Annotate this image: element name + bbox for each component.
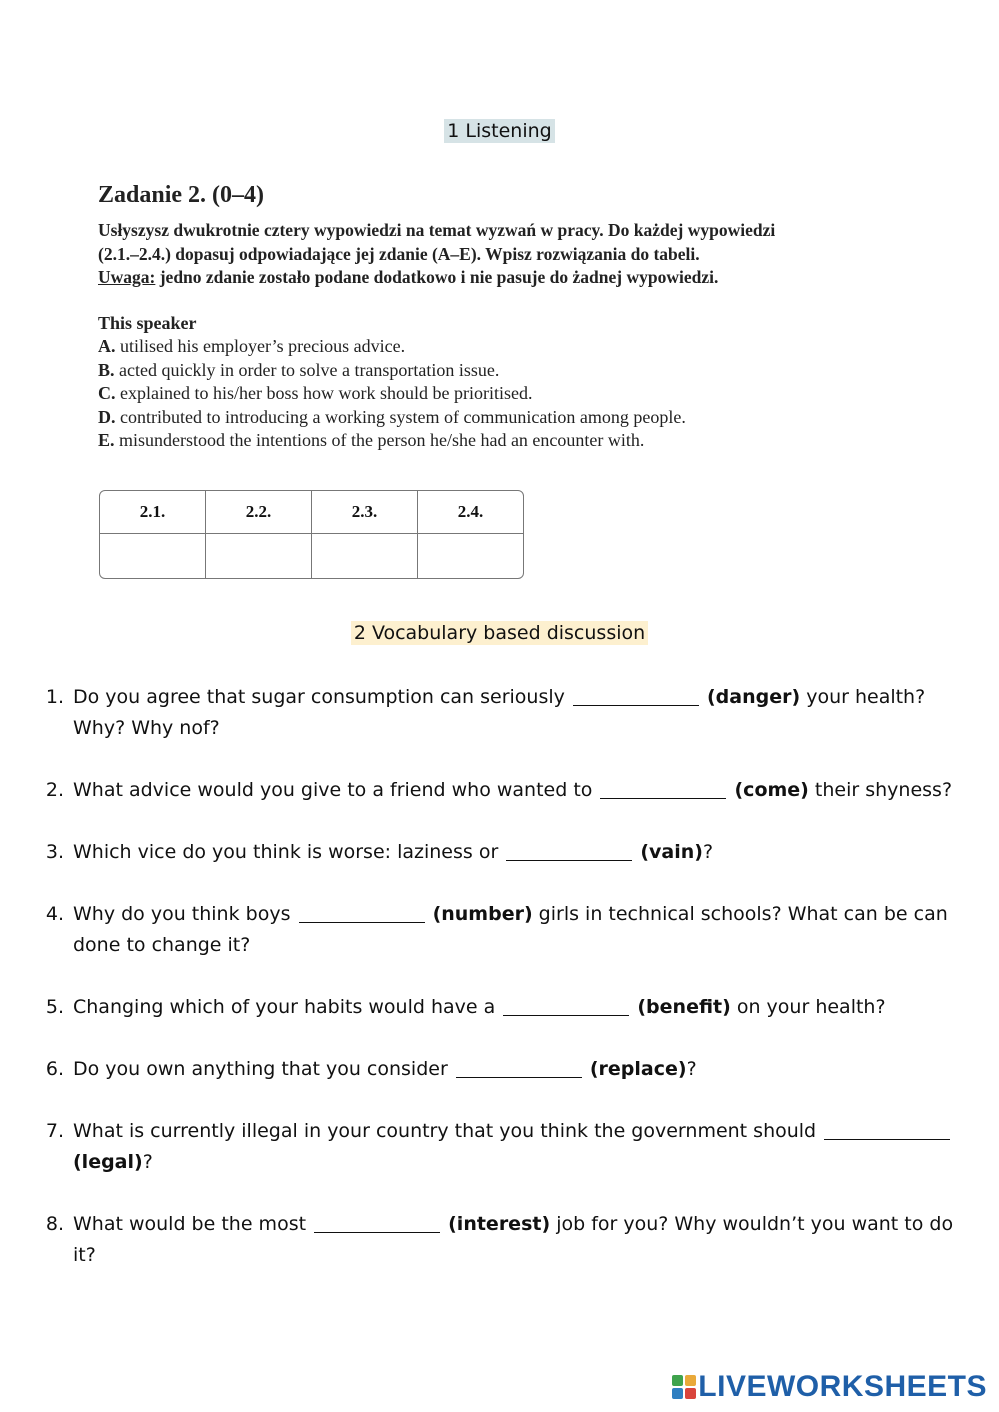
table-header: 2.4. [418, 491, 523, 534]
list-item: 6. Do you own anything that you consider (replace)? [45, 1058, 697, 1080]
blank-field[interactable] [456, 1058, 582, 1078]
table-header: 2.3. [312, 491, 418, 534]
list-item: 3. Which vice do you think is worse: laziness or (vain)? [45, 841, 714, 863]
list-item: 1. Do you agree that sugar consumption can seriously (danger) your health? Why? Why nof? [45, 686, 926, 739]
option-item: D. contributed to introducing a working system of communication among people. [98, 406, 686, 427]
blank-field[interactable] [503, 996, 629, 1016]
task-scan [98, 182, 918, 453]
answer-table [99, 490, 524, 579]
note-label: Uwaga: [98, 267, 156, 287]
task-title: Zadanie 2. (0–4) [98, 182, 265, 208]
answer-cell[interactable] [418, 534, 523, 578]
blank-field[interactable] [314, 1213, 440, 1233]
list-item: 8. What would be the most (interest) job for you? Why wouldn’t you want to do it? [45, 1213, 954, 1266]
options-list [98, 312, 918, 454]
list-item: 4. Why do you think boys (number) girls in technical schools? What can be can done to change it? [45, 903, 948, 956]
logo-icon [672, 1375, 696, 1399]
listening-heading: 1 Listening [0, 120, 999, 142]
option-item: B. acted quickly in order to solve a transportation issue. [98, 359, 500, 380]
option-item: C. explained to his/her boss how work should be prioritised. [98, 383, 533, 404]
answer-cell[interactable] [100, 534, 206, 578]
list-item: 5. Changing which of your habits would have a (benefit) on your health? [45, 996, 886, 1018]
task-instruction: Usłyszysz dwukrotnie cztery wypowiedzi na temat wyzwań w pracy. Do każdej wypowiedzi (2.1.–2.4.) dopasuj odpowiadające jej zdanie (A–E). Wpisz rozwiązania do tabeli. Uwaga: jedno zdanie zostało podane dodatkowo i nie pasuje do żadnej wypowiedzi. [98, 220, 776, 287]
blank-field[interactable] [600, 779, 726, 799]
liveworksheets-logo: LIVEWORKSHEETS [672, 1370, 987, 1404]
list-item: 7. What is currently illegal in your country that you think the government should (legal)? [40, 1116, 960, 1178]
blank-field[interactable] [824, 1120, 950, 1140]
question-list [40, 682, 960, 1302]
options-lead: This speaker [98, 312, 197, 333]
blank-field[interactable] [506, 841, 632, 861]
vocabulary-heading: 2 Vocabulary based discussion [0, 622, 999, 644]
answer-cell[interactable] [312, 534, 418, 578]
option-item: A. utilised his employer’s precious advice. [98, 336, 406, 357]
list-item: 2. What advice would you give to a friend who wanted to (come) their shyness? [45, 779, 953, 801]
table-header: 2.2. [206, 491, 312, 534]
blank-field[interactable] [299, 903, 425, 923]
answer-cell[interactable] [206, 534, 312, 578]
option-item: E. misunderstood the intentions of the person he/she had an encounter with. [98, 430, 645, 451]
blank-field[interactable] [573, 686, 699, 706]
table-header: 2.1. [100, 491, 206, 534]
